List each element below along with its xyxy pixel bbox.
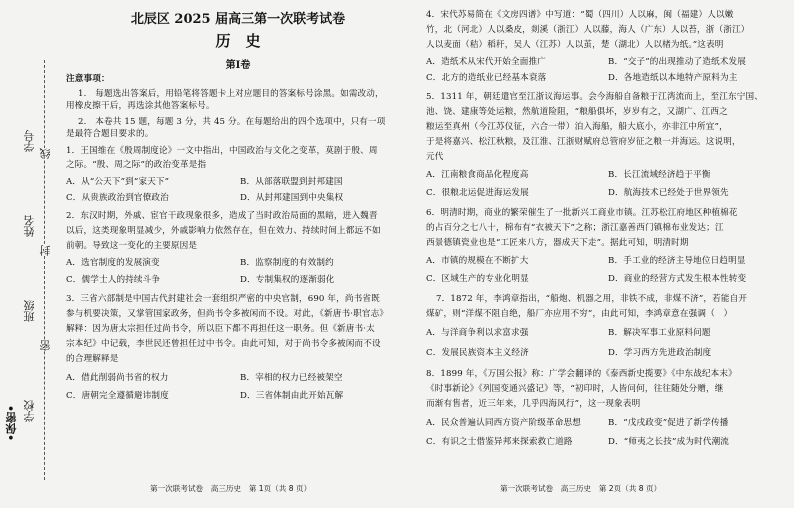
notice-line: 2. 本卷共 15 题，每题 3 分，共 45 分。在每题给出的四个选项中，只有一项 (78, 117, 386, 127)
number-label: 学号 (23, 130, 36, 152)
notice-line: 是最符合题目要求的。 (66, 129, 154, 139)
q6-option-d: D．商业的经营方式发生根本性转变 (608, 274, 747, 284)
question-7-line: 煤矿，则“洋煤不阻自绝，船厂亦应用不穷”，由此可知，李鸿章意在强调（ ） (426, 309, 733, 319)
q6-option-a: A．市镇的规模在不断扩大 (426, 256, 529, 266)
question-5-line: 池、饶、建康等处运粮，然航道险阻，“粮船俱坏，岁岁有之，又湖广、江西之 (426, 107, 728, 117)
q8-option-a: A．民众普遍认同西方资产阶级革命思想 (426, 418, 582, 428)
q6-option-c: C．区域生产的专业化明显 (426, 274, 529, 284)
question-2-line: 以后，这类现象明显减少，外戚影响力依然存在，但在效力、持续时间上都远不如 (66, 226, 381, 236)
q7-option-a: A．与洋商争利以求富求强 (426, 328, 529, 338)
q7-option-b: B．解决军事工业原料问题 (608, 328, 711, 338)
q5-option-d: D．航海技术已经处于世界领先 (608, 188, 729, 198)
question-3-line: 宗本纪》中记载，李世民还曾担任过中书令。由此可知，对于尚书令多被闲而不设 (66, 339, 381, 349)
q7-option-c: C．发展民族资本主义经济 (426, 348, 529, 358)
question-3-line: 参与机要决策，又掌管国家政务，但尚书令多被闲而不设。对此，《新唐书·职官志》 (66, 309, 389, 319)
school-label: 学校 (23, 400, 36, 422)
seal-char-feng: 封 (39, 245, 52, 256)
question-4-line: 竹，北（河北）人以桑皮，剡溪（浙江）人以藤，海人（广东）人以苔，浙（浙江） (426, 25, 750, 35)
q5-option-c: C．很粮北运促进海运发展 (426, 188, 529, 198)
question-5-line: 于是将嘉兴、松江秋粮，及江淮、江浙财赋府总管府岁征之粮一并海运。这说明， (426, 137, 741, 147)
notice-line: 1. 每题选出答案后，用铅笔将答题卡上对应题目的答案标号涂黑。如需改动， (78, 89, 384, 99)
question-2-line: 前朝。导致这一变化的主要原因是 (66, 241, 198, 251)
q4-option-d: D．各地造纸以本地特产原料为主 (608, 73, 738, 83)
question-5-line: 粮运至真州（今江苏仪征，六合一带）泊入海船，船大底小，亦非江中所宜”， (426, 122, 728, 132)
q3-option-b: B．宰相的权力已经被架空 (240, 373, 343, 383)
seal-line (44, 60, 45, 480)
volume-title: 第Ⅰ卷 (225, 60, 251, 71)
q1-option-a: A．从“公天下”到“家天下” (66, 177, 170, 187)
question-3-line: 的合理解释是 (66, 354, 119, 364)
question-8-line: 8．1899 年，《万国公报》称：广学会翻译的《泰西新史揽要》《中东战纪本末》 (426, 369, 737, 379)
question-4-line: 4．宋代苏易简在《文房四谱》中写道：“蜀（四川）人以麻，闽（福建）人以嫩 (426, 10, 734, 20)
name-label: 姓名 (23, 215, 36, 237)
q5-option-b: B．长江流域经济趋于平衡 (608, 170, 711, 180)
page-1-footer: 第一次联考试卷 高三历史 第 1页（共 8 页） (150, 484, 312, 493)
q1-option-d: D．从封邦建国到中央集权 (240, 193, 344, 203)
q4-option-c: C．北方的造纸业已经基本衰落 (426, 73, 547, 83)
question-6-line: 的占百分之七八十，棉布有“衣被天下”之称；浙江嘉善西门镇棉布业发达；江 (426, 223, 724, 233)
question-3-line: 3．三省六部制是中国古代封建社会一套组织严密的中央官制，690 年，尚书省既 (66, 294, 380, 304)
exam-title: 北辰区 2025 届高三第一次联考试卷 (130, 12, 346, 27)
class-label: 班级 (23, 300, 36, 322)
q7-option-d: D．学习西方先进政治制度 (608, 348, 712, 358)
question-5-line: 元代 (426, 152, 444, 162)
notice-title: 注意事项： (66, 74, 110, 84)
seal-char-xian: 线 (39, 148, 52, 159)
exam-page-2 (416, 0, 794, 508)
question-8-line: 《时事新论》《列国变通兴盛记》等，“初印时，人皆问何，往往随处分赠，继 (426, 384, 724, 394)
question-3-line: 解释：因为唐太宗担任过尚书令，所以臣下都不再担任这一职务。但《新唐书·太 (66, 324, 375, 334)
q4-option-b: B．“交子”的出现推动了造纸术发展 (608, 57, 746, 67)
q3-option-d: D．三省体制由此开始瓦解 (240, 391, 344, 401)
q5-option-a: A．江南粮食商品化程度高 (426, 170, 529, 180)
q4-option-a: A．造纸术从宋代开始全面推广 (426, 57, 547, 67)
q2-option-d: D．专制集权的逐渐弱化 (240, 275, 335, 285)
question-6-line: 6．明清时期，商业的繁荣催生了一批新兴工商业市镇。江苏松江府地区种植棉花 (426, 208, 738, 218)
question-8-line: 而渐有售者，近三年来，几乎四海风行”，这一现象表明 (426, 399, 641, 409)
q2-option-c: C．儒学士人的持续斗争 (66, 275, 161, 285)
question-5-line: 5．1311 年，朝廷遣官至江浙议海运事。会今海船自备粮于江湾流而上，至江东宁国、 (426, 92, 764, 102)
q8-option-b: B．“戊戌政变”促进了新学传播 (608, 418, 729, 428)
question-6-line: 西景德镇瓷业也是“工匠来八方，器成天下走”。据此可知，明清时期 (426, 238, 689, 248)
subject-title: 历 史 (215, 32, 261, 50)
q2-option-a: A．选官制度的发展演变 (66, 258, 160, 268)
question-2-line: 2．东汉时期，外戚、宦官干政现象很多，造成了当时政治局面的黑暗，进入魏晋 (66, 211, 378, 221)
q1-option-c: C．从贵族政治到官僚政治 (66, 193, 169, 203)
q8-option-d: D．“师夷之长技”成为时代潮流 (608, 437, 730, 447)
question-1-line: 1．王国维在《殷周制度论》一文中指出，中国政治与文化之变革，莫剧于殷、周 (66, 146, 378, 156)
q3-option-c: C．唐朝完全遵循避讳制度 (66, 391, 169, 401)
secret-label: •保密• (5, 405, 18, 442)
notice-line: 用橡皮擦干后，再选涂其他答案标号。 (66, 101, 215, 111)
q1-option-b: B．从部落联盟到封邦建国 (240, 177, 343, 187)
seal-char-mi: 密 (39, 340, 52, 351)
question-1-line: 之际。“殷、周之际”的政治变革是指 (66, 160, 207, 170)
question-4-line: 人以麦面（秸）稻秆，吴人（江苏）人以茧，楚（湖北）人以楮为纸。”这表明 (426, 40, 724, 50)
page-2-footer: 第一次联考试卷 高三历史 第 2页（共 8 页） (500, 484, 662, 493)
q3-option-a: A．借此削弱尚书省的权力 (66, 373, 169, 383)
q8-option-c: C．有识之士借鉴异邦来探索救亡道路 (426, 437, 573, 447)
question-7-line: 7．1872 年，李鸿章指出，“船炮、机器之用，非铁不成，非煤不济”，若能自开 (436, 294, 748, 304)
q6-option-b: B．手工业的经济主导地位日趋明显 (608, 256, 746, 266)
q2-option-b: B．监察制度的有效制约 (240, 258, 334, 268)
